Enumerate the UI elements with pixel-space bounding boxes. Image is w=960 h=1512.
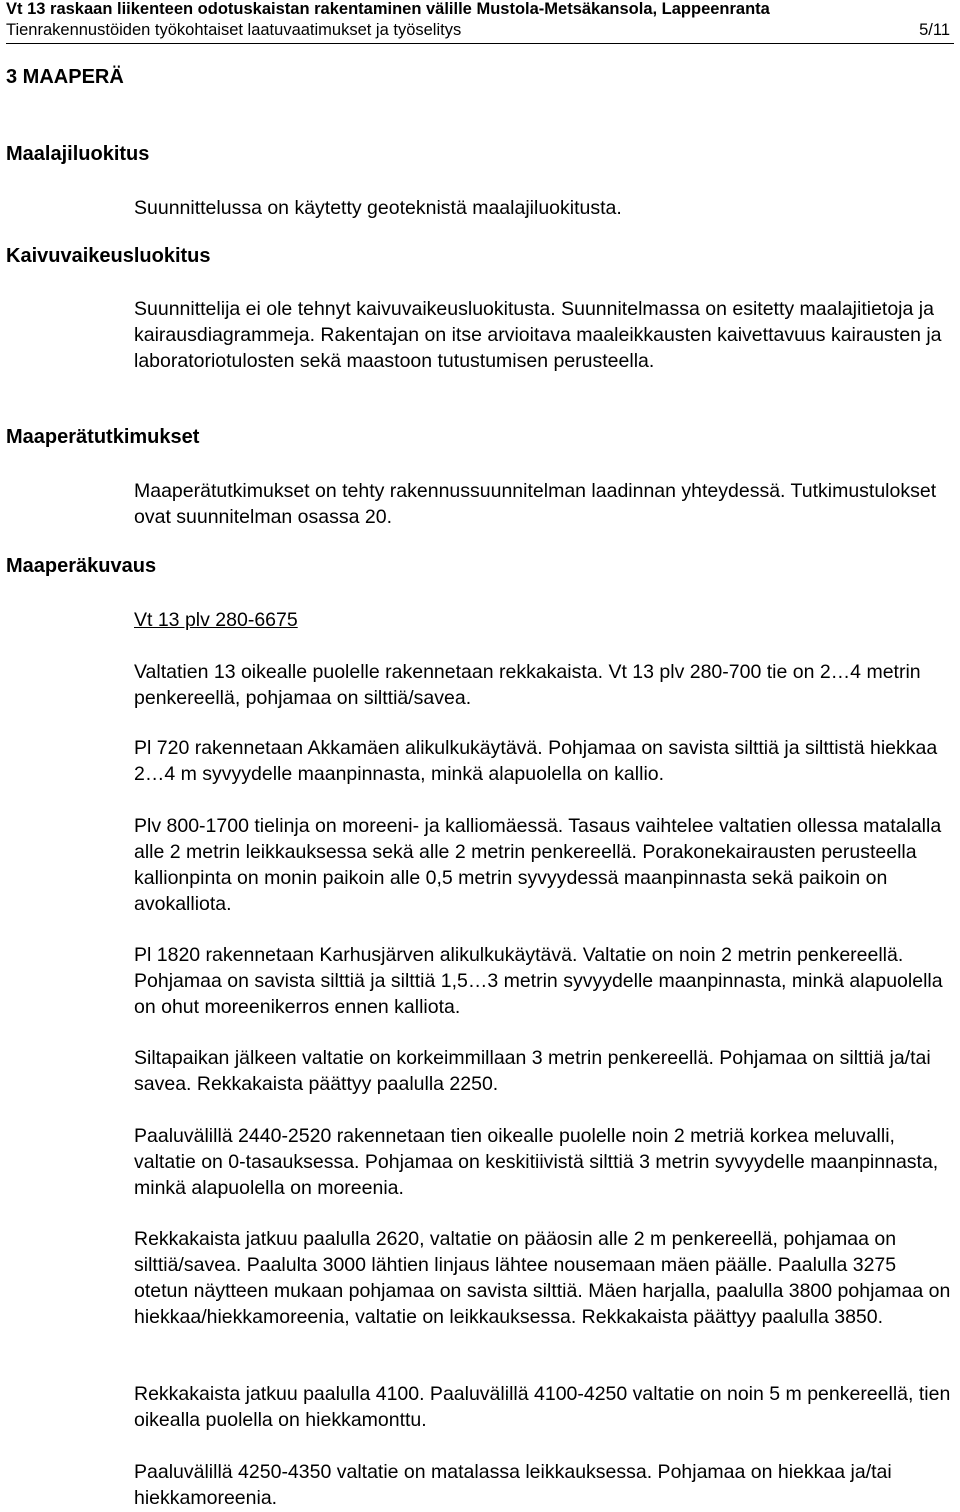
text-maalajiluokitus: Suunnittelussa on käytetty geoteknistä maalajiluokitusta.	[134, 197, 622, 219]
maaperakuvaus-paragraph: Paaluvälillä 2440-2520 rakennetaan tien oikealle puolelle noin 2 metriä korkea meluvalli, valtatie on 0-tasauksessa. Pohjamaa on keskitiivistä silttiä 3 metrin syvyydelle maanpinnasta, minkä alapuolella on moreenia.	[134, 1125, 939, 1199]
document-header-subtitle: Tienrakennustöiden työkohtaiset laatuvaatimukset ja työselitys	[6, 21, 462, 39]
maaperakuvaus-paragraph: Plv 800-1700 tielinja on moreeni- ja kalliomäessä. Tasaus vaihtelee valtatien ollessa matalalla alle 2 metrin leikkauksessa sekä alle 2 metrin penkereellä. Porakonekairausten perusteella kallionpinta on monin paikoin alle 0,5 metrin syvyydessä maanpinnasta sekä paikoin on avokalliota.	[134, 815, 942, 915]
maaperakuvaus-paragraph: Paaluvälillä 4250-4350 valtatie on matalassa leikkauksessa. Pohjamaa on hiekkaa ja/tai hiekkamoreenia.	[134, 1461, 892, 1509]
page-number: 5/11	[919, 21, 950, 39]
maaperakuvaus-paragraph: Siltapaikan jälkeen valtatie on korkeimmillaan 3 metrin penkereellä. Pohjamaa on silttiä ja/tai savea. Rekkakaista päättyy paalulla 2250.	[134, 1047, 931, 1095]
document-header-title: Vt 13 raskaan liikenteen odotuskaistan rakentaminen välille Mustola-Metsäkansola, Lappeenranta	[6, 0, 770, 18]
text-kaivuvaikeusluokitus: Suunnittelija ei ole tehnyt kaivuvaikeusluokitusta. Suunnitelmassa on esitetty maalajitietoja ja kairausdiagrammeja. Rakentajan on itse arvioitava maaleikkausten kaivettavuus kairausten ja laboratoriotulosten sekä maastoon tutustumisen perusteella.	[134, 298, 942, 372]
maaperakuvaus-paragraph: Rekkakaista jatkuu paalulla 2620, valtatie on pääosin alle 2 m penkereellä, pohjamaa on silttiä/savea. Paalulta 3000 lähtien linjaus lähtee nousemaan mäen päälle. Paalulla 3275 otetun näytteen mukaan pohjamaa on savista silttiä. Mäen harjalla, paalulla 3800 pohjamaa on hiekkaa/hiekkamoreenia, valtatie on leikkauksessa. Rekkakaista päättyy paalulla 3850.	[134, 1228, 951, 1328]
maaperakuvaus-paragraph: Valtatien 13 oikealle puolelle rakennetaan rekkakaista. Vt 13 plv 280-700 tie on 2…4 metrin penkereellä, pohjamaa on silttiä/savea.	[134, 661, 921, 709]
text-maaperatutkimukset: Maaperätutkimukset on tehty rakennussuunnitelman laadinnan yhteydessä. Tutkimustulokset ovat suunnitelman osassa 20.	[134, 480, 937, 528]
maaperakuvaus-paragraph: Rekkakaista jatkuu paalulla 4100. Paaluvälillä 4100-4250 valtatie on noin 5 m penkereellä, tien oikealla puolella on hiekkamonttu.	[134, 1383, 951, 1431]
heading-maalajiluokitus: Maalajiluokitus	[6, 143, 150, 165]
subheading-vt13-plv: Vt 13 plv 280-6675	[134, 609, 298, 631]
heading-maaperakuvaus: Maaperäkuvaus	[6, 555, 157, 577]
heading-kaivuvaikeusluokitus: Kaivuvaikeusluokitus	[6, 245, 211, 267]
maaperakuvaus-paragraph: Pl 720 rakennetaan Akkamäen alikulkukäytävä. Pohjamaa on savista silttiä ja silttistä hiekkaa 2…4 m syvyydelle maanpinnasta, minkä alapuolella on kallio.	[134, 737, 938, 785]
chapter-title: 3 MAAPERÄ	[6, 66, 124, 88]
heading-maaperatutkimukset: Maaperätutkimukset	[6, 426, 200, 448]
maaperakuvaus-paragraph: Pl 1820 rakennetaan Karhusjärven alikulkukäytävä. Valtatie on noin 2 metrin penkereellä. Pohjamaa on savista silttiä ja silttiä 1,5…3 metrin syvyydelle maanpinnasta, minkä alapuolella on ohut moreenikerros ennen kalliota.	[134, 944, 943, 1018]
header-divider	[6, 43, 954, 44]
